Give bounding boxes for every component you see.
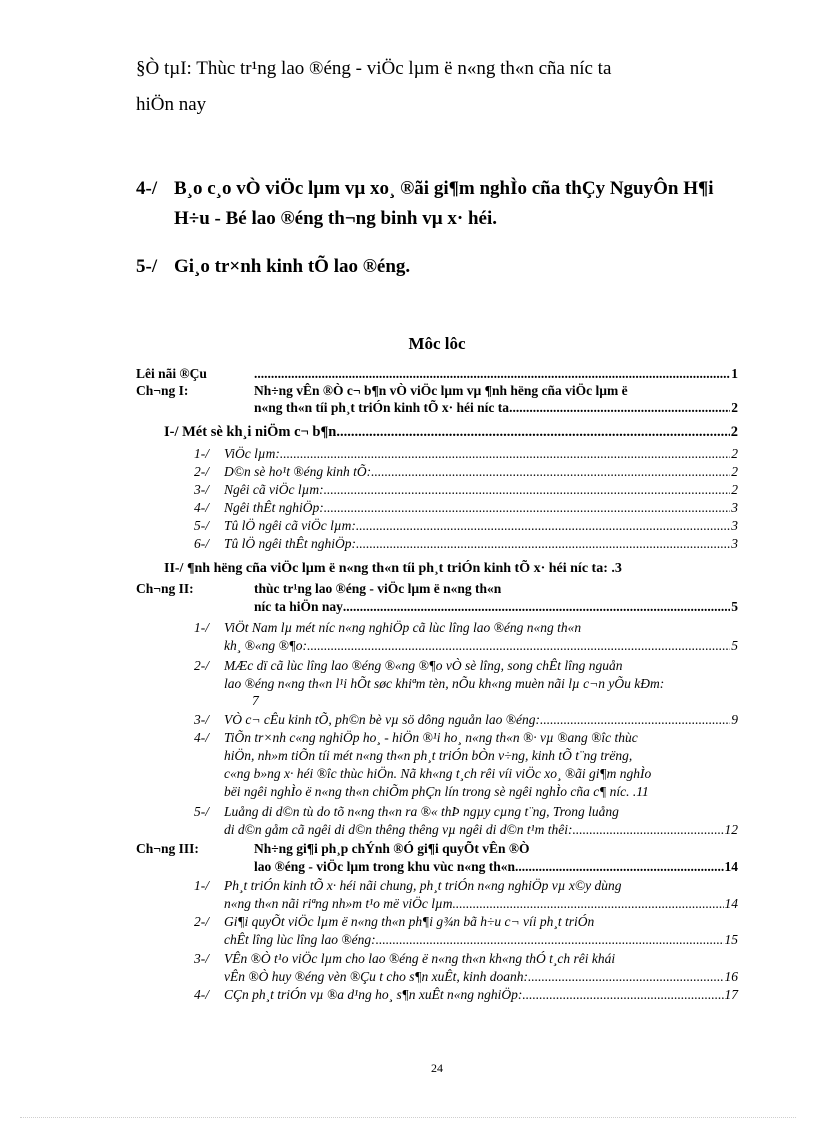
toc-subitem [224,822,738,838]
toc-chapter-title: lao ®éng - viÖc lµm trong khu vùc n«ng th«n [254,859,516,874]
toc-dot-leader [453,896,724,912]
toc-page-number: 3 [731,536,738,551]
toc-page-number: 2 [731,482,738,497]
toc-subitem-number: 1-/ [194,446,209,461]
toc-subitem-text: Luång di d©n tù do tõ n«ng th«n ra ®« thÞ ngµy cµng t¨ng, Trong luång [224,804,619,819]
toc-subitem-text: kh¸ ®«ng ®¶o: [224,638,308,653]
page-bottom-divider [20,1117,796,1118]
toc-subitem-text: CÇn ph¸t triÓn vµ ®a d¹ng ho¸ s¶n xuÊt n«ng nghiÖp: [224,987,523,1002]
reference-item-number: 4-/ [136,178,158,199]
toc-subitem [224,932,738,948]
toc-subitem-text: bëi ngêi nghÌo ë n«ng th«n chiÕm phÇn lín trong sè ngêi nghÌo cña c¶ níc. .11 [224,784,649,799]
toc-subitem [224,712,738,728]
toc-subitem-text: Ngêi cã viÖc lµm: [224,482,324,497]
toc-subitem-text: n«ng th«n nãi riªng nh»m t¹o më viÖc lµm [224,896,453,911]
reference-item-line: H÷u - Bé lao ®éng th¬ng binh vµ x· héi. [174,208,498,229]
toc-page-number: 2 [730,424,738,440]
toc-subitem [194,446,738,462]
toc-subitem-number: 1-/ [194,878,209,893]
toc-subitem-text: lao ®éng n«ng th«n l¹i hÕt søc khiªm tèn, nÕu kh«ng muèn nãi lµ c¬n yÕu kÐm: [224,676,665,691]
toc-subitem-text: Tû lÖ ngêi thÊt nghiÖp: [224,536,356,551]
toc-page-number: 5 [731,638,738,653]
toc-subitem [224,969,738,985]
toc-dot-leader [376,932,724,948]
toc-subitem-text: Ph¸t triÓn kinh tÕ x· héi nãi chung, ph¸t triÓn n«ng nghiÖp vµ x©y dùng [224,878,622,893]
toc-entry-label: Lêi nãi ®Çu [136,366,207,381]
toc-subitem [194,482,738,498]
toc-subitem-number: 2-/ [194,658,209,673]
toc-dot-leader [515,859,723,875]
toc-chapter-title: thùc tr¹ng lao ®éng - viÖc lµm ë n«ng th«n [254,581,502,596]
toc-subitem-text: D©n sè ho¹t ®éng kinh tÕ: [224,464,372,479]
toc-dot-leader [356,536,730,552]
toc-subitem-number: 4-/ [194,500,209,515]
toc-subitem-number: 4-/ [194,730,209,745]
toc-section-label: I-/ Mét sè kh¸i niÖm c¬ b¶n [164,424,337,440]
toc-subitem-text: Ngêi thÊt nghiÖp: [224,500,324,515]
toc-page-number: 14 [724,896,738,911]
toc-subitem-text: di d©n gåm cã ngêi di d©n thêng thêng vµ ngêi di d©n t¹m thêi: [224,822,573,837]
toc-chapter-label: Ch¬ng II: [136,581,194,596]
document-topic-line-1: §Ò tµI: Thùc tr¹ng lao ®éng - viÖc lµm ë n«ng th«n cña níc ta [136,58,612,79]
toc-chapter-title: níc ta hiÖn nay [254,599,343,614]
toc-entry-intro [136,366,738,382]
toc-entry [254,599,738,615]
toc-chapter-title: Nh÷ng gi¶i ph¸p chÝnh ®Ó gi¶i quyÕt vÊn ®Ò [254,841,530,856]
reference-item-line: Gi¸o tr×nh kinh tÕ lao ®éng. [174,256,411,277]
toc-dot-leader [509,400,730,416]
toc-dot-leader [280,446,730,462]
toc-subitem-text: hiÖn, nh»m tiÕn tíi mét n«ng th«n ph¸t triÓn bÒn v÷ng, kinh tÕ t¨ng trëng, [224,748,633,763]
toc-page-number: 2 [731,400,738,415]
toc-dot-leader [336,424,729,441]
toc-chapter-label: Ch¬ng III: [136,841,199,856]
toc-subitem-text: VÊn ®Ò t¹o viÖc lµm cho lao ®éng ë n«ng th«n kh«ng thÓ t¸ch rêi khái [224,951,616,966]
toc-page-number: 9 [731,712,738,727]
toc-dot-leader [371,464,730,480]
toc-chapter-title: Nh÷ng vÊn ®Ò c¬ b¶n vÒ viÖc lµm vµ ¶nh hëng cña viÖc lµm ë [254,383,628,398]
toc-subitem [224,638,738,654]
toc-section-entry [164,424,738,441]
toc-page-number: 3 [731,518,738,533]
toc-subitem-number: 5-/ [194,518,209,533]
toc-title: Môc lôc [408,334,466,353]
toc-subitem [224,896,738,912]
toc-subitem-text: TiÕn tr×nh c«ng nghiÖp ho¸ - hiÖn ®¹i ho¸ n«ng th«n ®· vµ ®ang ®îc thùc [224,730,638,745]
toc-subitem [194,536,738,552]
page-number: 24 [431,1061,443,1075]
toc-page-number: 2 [731,446,738,461]
toc-dot-leader [343,599,730,615]
toc-subitem-text: ViÖt Nam lµ mét níc n«ng nghiÖp cã lùc lîng lao ®éng n«ng th«n [224,620,582,635]
toc-subitem [224,987,738,1003]
toc-subitem-number: 3-/ [194,951,209,966]
toc-subitem-number: 2-/ [194,914,209,929]
reference-item-line: B¸o c¸o vÒ viÖc lµm vµ xo¸ ®ãi gi¶m nghÌo cña thÇy NguyÔn H¶i [174,178,714,199]
toc-subitem-text: MÆc dï cã lùc lîng lao ®éng ®«ng ®¶o vÒ sè lîng, song chÊt lîng nguån [224,658,623,673]
toc-dot-leader [573,822,724,838]
toc-dot-leader [324,500,731,516]
toc-dot-leader [324,482,731,498]
toc-chapter-title: n«ng th«n tíi ph¸t triÓn kinh tÕ x· héi níc ta [254,400,510,415]
toc-page-number: 5 [731,599,738,614]
toc-dot-leader [356,518,730,534]
toc-subitem-text: Tû lÖ ngêi cã viÖc lµm: [224,518,356,533]
toc-subitem-text: c«ng b»ng x· héi ®îc thùc hiÖn. Nã kh«ng t¸ch rêi víi viÖc xo¸ ®ãi gi¶m nghÌo [224,766,652,781]
toc-page-number: 17 [724,987,738,1002]
toc-subitem-text: vÊn ®Ò huy ®éng vèn ®Çu t cho s¶n xuÊt, kinh doanh: [224,969,529,984]
toc-subitem-number: 3-/ [194,482,209,497]
toc-subitem-number: 2-/ [194,464,209,479]
toc-subitem-number: 3-/ [194,712,209,727]
toc-entry [254,859,738,875]
toc-subitem [194,464,738,480]
toc-subitem-number: 1-/ [194,620,209,635]
toc-dot-leader [522,987,723,1003]
toc-page-number: 12 [724,822,738,837]
toc-subitem [194,500,738,516]
toc-page-number: 1 [731,366,738,381]
toc-dot-leader [254,366,730,382]
toc-subitem-text: Gi¶i quyÕt viÖc lµm ë n«ng th«n ph¶i g¾n bã h÷u c¬ víi ph¸t triÓn [224,914,595,929]
toc-subitem-text: VÒ c¬ cÊu kinh tÕ, ph©n bè vµ sö dông nguån lao ®éng: [224,712,540,727]
toc-subitem [194,518,738,534]
toc-subitem-number: 6-/ [194,536,209,551]
toc-page-number: 3 [731,500,738,515]
toc-subitem-text: chÊt lîng lùc lîng lao ®éng: [224,932,376,947]
toc-section-entry: II-/ ¶nh hëng cña viÖc lµm ë n«ng th«n tíi ph¸t triÓn kinh tÕ x· héi níc ta: .3 [164,561,622,576]
toc-subitem-text: ViÖc lµm: [224,446,280,461]
toc-subitem-number: 5-/ [194,804,209,819]
toc-dot-leader [528,969,723,985]
toc-dot-leader [307,638,730,654]
reference-item-number: 5-/ [136,256,158,277]
document-topic-line-2: hiÖn nay [136,94,207,115]
toc-subitem-number: 4-/ [194,987,209,1002]
toc-page-number: 14 [724,859,738,874]
toc-page-number: 15 [724,932,738,947]
toc-chapter-label: Ch¬ng I: [136,383,189,398]
toc-dot-leader [540,712,730,728]
toc-page-number: 16 [724,969,738,984]
toc-page-number: 7 [252,693,259,708]
toc-page-number: 2 [731,464,738,479]
toc-entry [254,400,738,416]
